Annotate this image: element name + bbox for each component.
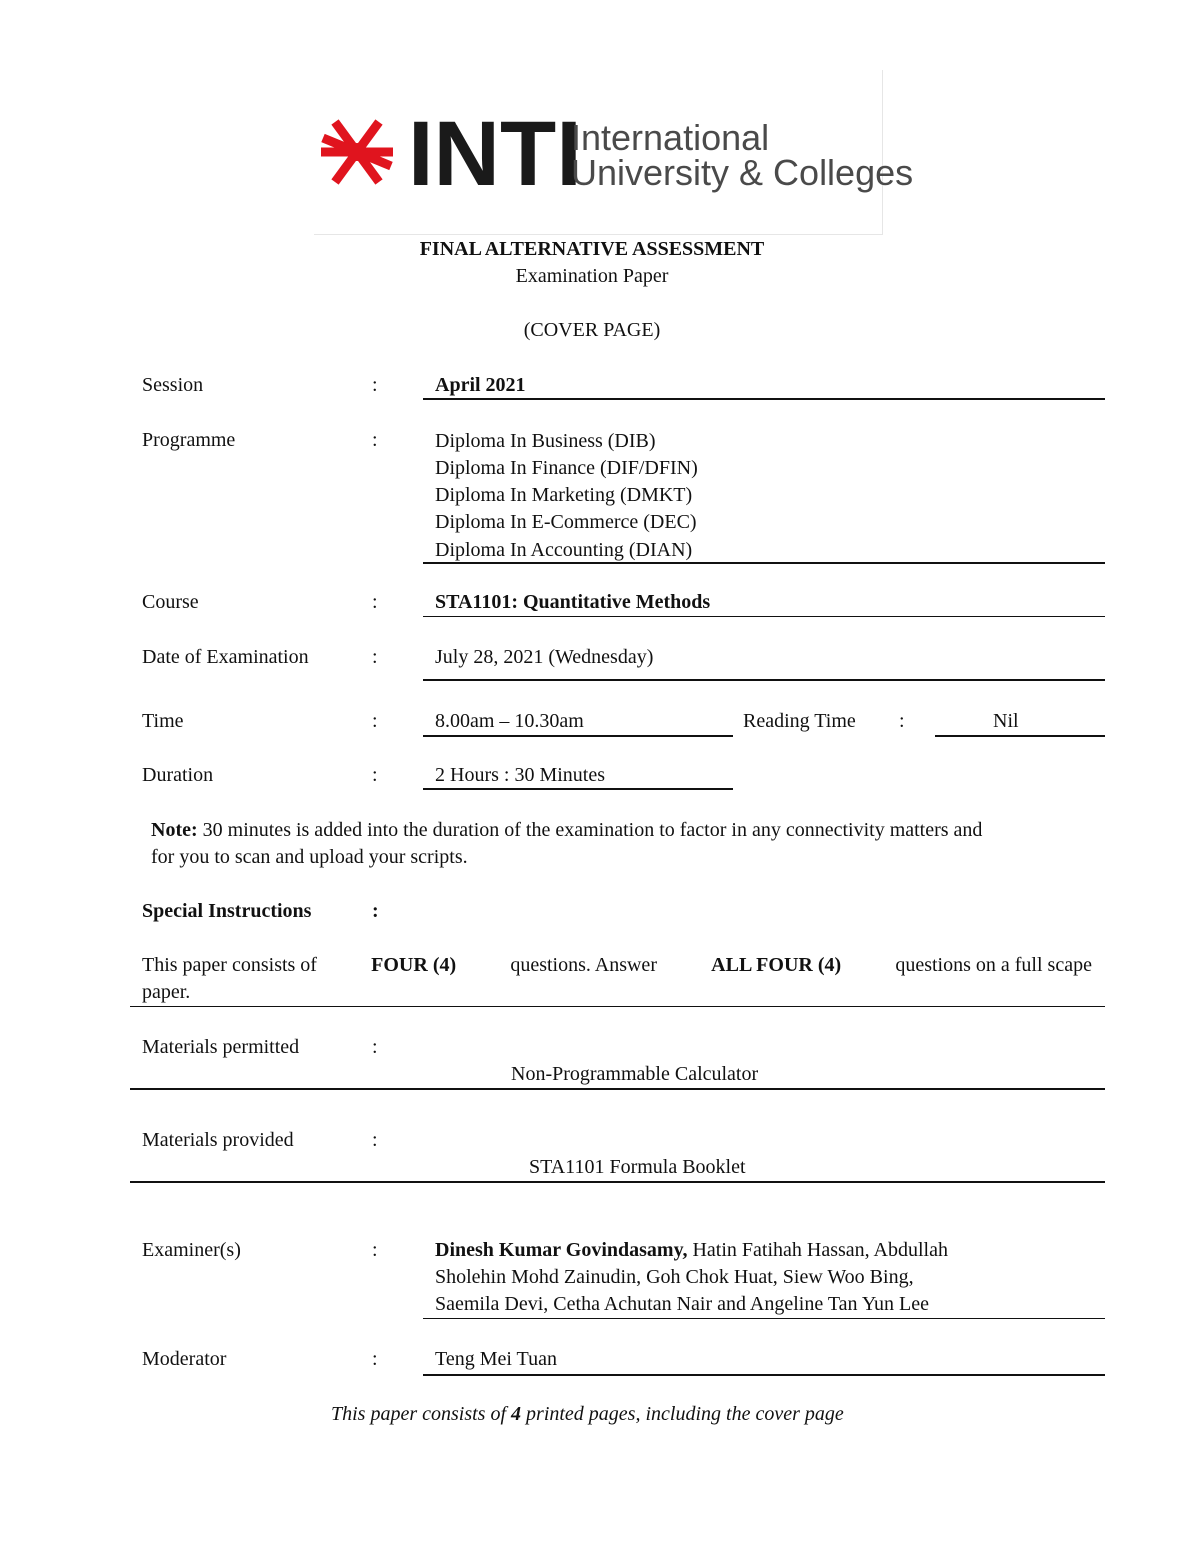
inti-star-icon [318,115,396,189]
logo-line-international: International [571,117,770,158]
page-count-number: 4 [511,1403,522,1425]
reading-time-underline [935,735,1105,737]
examiners-line-1 [435,1239,948,1262]
programme-item: Diploma In Business (DIB) [435,430,656,452]
duration-value: 2 Hours : 30 Minutes [435,764,605,786]
examiners-label: Examiner(s) [142,1239,241,1261]
date-colon: : [372,646,378,668]
logo-brand-text: INTI [408,103,582,205]
lead-examiner: Dinesh Kumar Govindasamy, [435,1239,688,1261]
programme-colon: : [372,429,378,451]
course-label: Course [142,591,199,613]
programme-item: Diploma In Accounting (DIAN) [435,539,693,561]
examiners-colon: : [372,1239,378,1261]
materials-permitted-label: Materials permitted [142,1036,300,1058]
course-value: STA1101: Quantitative Methods [435,591,711,613]
page-count-text-1: This paper consists of [331,1403,512,1425]
special-text-2: questions. Answer [510,954,657,976]
duration-colon: : [372,764,378,786]
reading-time-colon: : [899,710,905,732]
reading-time-label: Reading Time [743,710,856,732]
materials-permitted-colon: : [372,1036,378,1058]
moderator-colon: : [372,1348,378,1370]
course-underline [423,616,1105,617]
examiners-line-2: Sholehin Mohd Zainudin, Goh Chok Huat, Siew Woo Bing, [435,1266,914,1288]
reading-time-value: Nil [993,710,1019,732]
page-count-text-2: printed pages, including the cover page [521,1403,844,1425]
programme-underline [423,562,1105,564]
date-value: July 28, 2021 (Wednesday) [435,646,654,668]
materials-provided-label: Materials provided [142,1129,294,1151]
programme-item: Diploma In Finance (DIF/DFIN) [435,457,698,479]
special-bold-1: FOUR (4) [371,954,457,976]
logo-line-university: University & Colleges [571,152,914,193]
materials-permitted-underline [130,1088,1105,1090]
duration-underline [423,788,733,790]
programme-item: Diploma In E-Commerce (DEC) [435,511,697,533]
materials-permitted-value: Non-Programmable Calculator [511,1063,759,1085]
moderator-label: Moderator [142,1348,227,1370]
course-colon: : [372,591,378,613]
time-value: 8.00am – 10.30am [435,710,584,732]
special-instructions-text [142,954,1092,977]
cover-label: (COVER PAGE) [523,319,661,341]
programme-item: Diploma In Marketing (DMKT) [435,484,693,506]
materials-provided-colon: : [372,1129,378,1151]
special-instructions-label: Special Instructions [142,900,312,922]
date-underline [423,679,1105,681]
session-underline [423,398,1105,400]
examiners-line-1-rest: Hatin Fatihah Hassan, Abdullah [687,1239,948,1261]
time-colon: : [372,710,378,732]
special-instructions-colon: : [372,900,379,922]
page-count-note [331,1403,844,1426]
session-colon: : [372,374,378,396]
session-value: April 2021 [435,374,526,396]
special-text-3: questions on a full scape [895,954,1092,976]
moderator-underline [423,1374,1105,1376]
programme-label: Programme [142,429,236,451]
page-subtitle: Examination Paper [515,265,669,287]
page-title: FINAL ALTERNATIVE ASSESSMENT [419,238,765,260]
materials-provided-value: STA1101 Formula Booklet [529,1156,746,1178]
examiners-underline [423,1318,1105,1319]
materials-provided-underline [130,1181,1105,1183]
note-line-2: for you to scan and upload your scripts. [151,846,468,868]
time-underline [423,735,733,737]
time-label: Time [142,710,184,732]
note-line-1 [151,819,982,842]
special-bold-2: ALL FOUR (4) [711,954,842,976]
special-underline [130,1006,1105,1007]
special-text-4: paper. [142,981,191,1003]
special-text-1: This paper consists of [142,954,317,976]
examiners-line-3: Saemila Devi, Cetha Achutan Nair and Angeline Tan Yun Lee [435,1293,930,1315]
session-label: Session [142,374,204,396]
duration-label: Duration [142,764,214,786]
note-text-1: 30 minutes is added into the duration of the examination to factor in any connectivity matters and [202,819,983,841]
date-label: Date of Examination [142,646,309,668]
moderator-value: Teng Mei Tuan [435,1348,557,1370]
note-label: Note: [151,819,198,841]
